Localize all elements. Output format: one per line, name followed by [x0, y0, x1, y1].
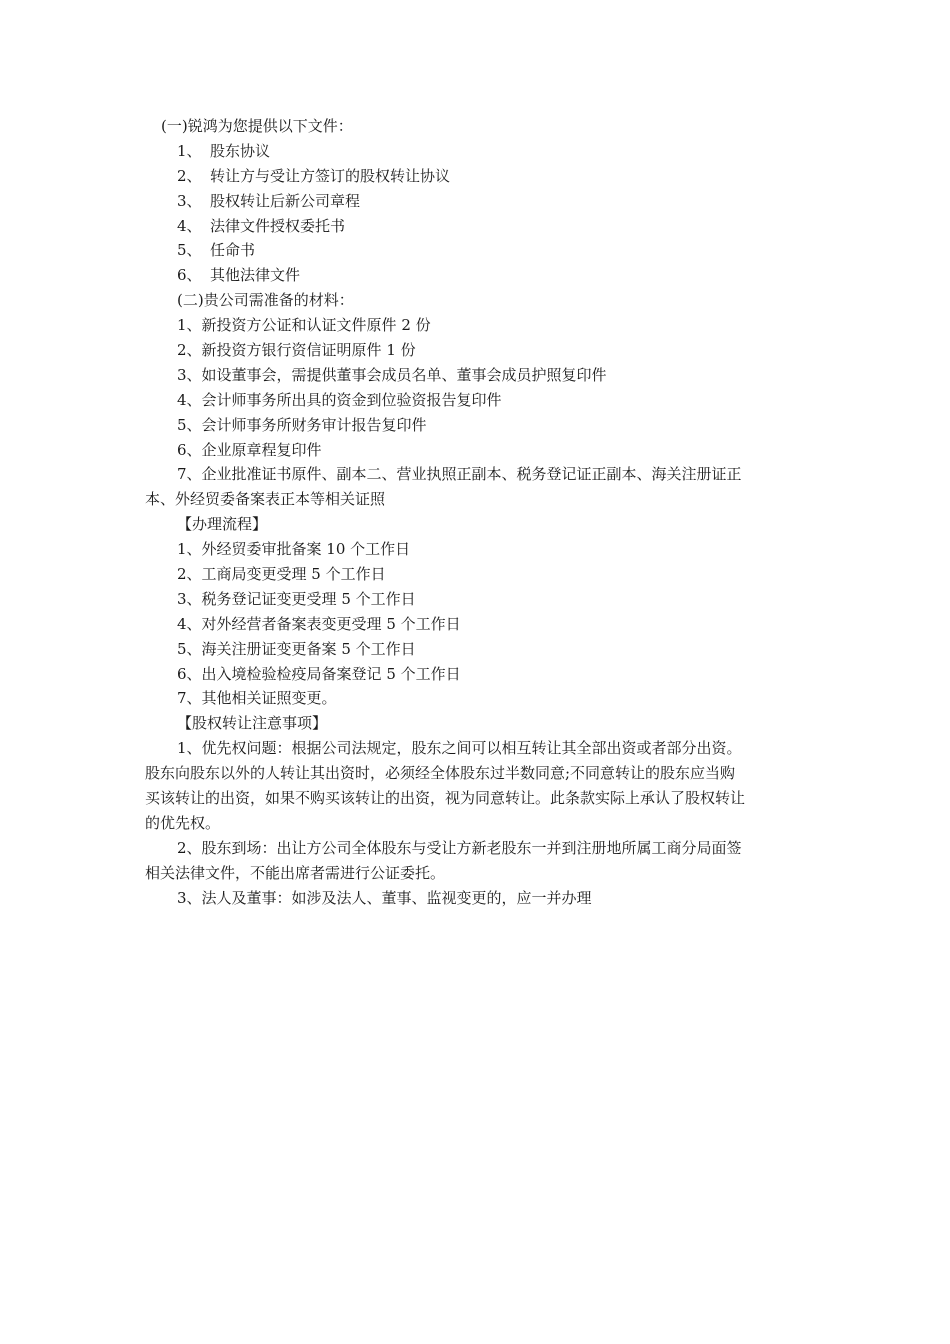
- notes-paragraph-1-line: 1、优先权问题：根据公司法规定，股东之间可以相互转让其全部出资或者部分出资。: [177, 739, 742, 758]
- list-item: 2、新投资方银行资信证明原件 1 份: [177, 341, 416, 360]
- list-item: 5、会计师事务所财务审计报告复印件: [177, 415, 427, 434]
- list-item: 2、工商局变更受理 5 个工作日: [177, 565, 386, 584]
- list-item: 4、会计师事务所出具的资金到位验资报告复印件: [177, 390, 502, 409]
- notes-paragraph-1-line: 股东向股东以外的人转让其出资时，必须经全体股东过半数同意;不同意转让的股东应当购: [145, 764, 736, 783]
- list-item: 1、 股东协议: [177, 141, 271, 160]
- section2-heading: (二)贵公司需准备的材料：: [177, 291, 354, 310]
- list-item: 3、 股权转让后新公司章程: [177, 191, 361, 210]
- list-item-continuation: 本、外经贸委备案表正本等相关证照: [145, 490, 386, 509]
- notes-paragraph-1-line: 的优先权。: [145, 813, 221, 832]
- list-item: 4、 法律文件授权委托书: [177, 216, 346, 235]
- document-body: [145, 114, 810, 911]
- notes-paragraph-3: 3、法人及董事：如涉及法人、董事、监视变更的，应一并办理: [177, 888, 592, 907]
- notes-paragraph-2-line: 2、股东到场：出让方公司全体股东与受让方新老股东一并到注册地所属工商分局面签: [177, 838, 742, 857]
- list-item: 6、 其他法律文件: [177, 266, 301, 285]
- list-item: 6、出入境检验检疫局备案登记 5 个工作日: [177, 664, 461, 683]
- list-item: 1、外经贸委审批备案 10 个工作日: [177, 540, 411, 559]
- notes-paragraph-1-line: 买该转让的出资，如果不购买该转让的出资，视为同意转让。此条款实际上承认了股权转让: [145, 789, 746, 808]
- notes-paragraph-2-line: 相关法律文件，不能出席者需进行公证委托。: [145, 863, 446, 882]
- process-heading: 【办理流程】: [177, 515, 268, 534]
- notes-heading: 【股权转让注意事项】: [177, 714, 328, 733]
- list-item: 7、企业批准证书原件、副本二、营业执照正副本、税务登记证正副本、海关注册证正: [177, 465, 742, 484]
- list-item: 1、新投资方公证和认证文件原件 2 份: [177, 316, 431, 335]
- list-item: 3、税务登记证变更受理 5 个工作日: [177, 589, 416, 608]
- list-item: 3、如设董事会，需提供董事会成员名单、董事会成员护照复印件: [177, 365, 607, 384]
- list-item: 4、对外经营者备案表变更受理 5 个工作日: [177, 614, 461, 633]
- section1-heading: (一)锐鸿为您提供以下文件：: [161, 117, 353, 135]
- list-item: 5、海关注册证变更备案 5 个工作日: [177, 639, 416, 658]
- list-item: 5、 任命书: [177, 241, 256, 260]
- list-item: 6、企业原章程复印件: [177, 440, 322, 459]
- list-item: 2、 转让方与受让方签订的股权转让协议: [177, 166, 451, 185]
- list-item: 7、其他相关证照变更。: [177, 689, 337, 708]
